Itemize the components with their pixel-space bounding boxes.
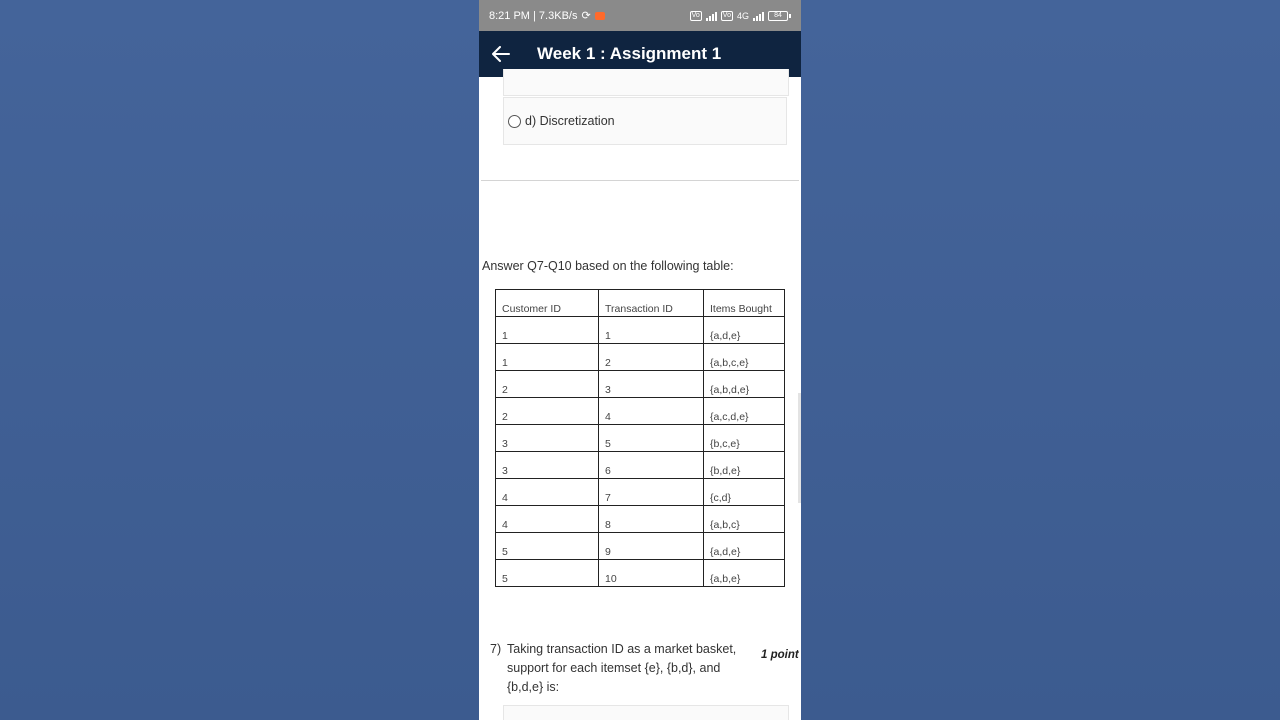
- cell-customer-id: 1: [496, 344, 599, 371]
- cell-customer-id: 3: [496, 452, 599, 479]
- question-text: Taking transaction ID as a market basket, support for each itemset {e}, {b,d}, and {b,d,e} is:: [507, 642, 737, 694]
- cell-customer-id: 2: [496, 371, 599, 398]
- question-points: 1 point: [761, 649, 799, 661]
- cell-customer-id: 1: [496, 317, 599, 344]
- transaction-table: [495, 289, 785, 587]
- cell-customer-id: 5: [496, 533, 599, 560]
- battery-icon: [768, 11, 791, 21]
- table-row: [496, 398, 785, 425]
- table-row: [496, 506, 785, 533]
- phone-screen: [479, 0, 801, 720]
- page-title: Week 1 : Assignment 1: [537, 44, 722, 63]
- cell-items-bought: {a,d,e}: [704, 533, 785, 560]
- header-customer-id: Customer ID: [496, 290, 599, 317]
- cell-transaction-id: 5: [599, 425, 704, 452]
- cell-transaction-id: 10: [599, 560, 704, 587]
- option-d-label: d) Discretization: [525, 114, 615, 128]
- cell-transaction-id: 6: [599, 452, 704, 479]
- cell-customer-id: 4: [496, 506, 599, 533]
- network-type-label: 4G: [736, 10, 749, 21]
- table-row: [496, 425, 785, 452]
- cell-items-bought: {a,b,d,e}: [704, 371, 785, 398]
- signal-icon-2: [753, 11, 764, 21]
- table-row: [496, 533, 785, 560]
- table-row: [496, 560, 785, 587]
- header-transaction-id: Transaction ID: [599, 290, 704, 317]
- table-row: [496, 479, 785, 506]
- cell-items-bought: {a,b,c,e}: [704, 344, 785, 371]
- volte-label-1: Vo: [691, 11, 700, 19]
- header-items-bought: Items Bought: [704, 290, 785, 317]
- cell-items-bought: {a,b,c}: [704, 506, 785, 533]
- cell-customer-id: 3: [496, 425, 599, 452]
- cell-transaction-id: 9: [599, 533, 704, 560]
- table-row: [496, 344, 785, 371]
- cell-transaction-id: 1: [599, 317, 704, 344]
- option-box-previous[interactable]: [503, 69, 789, 96]
- cell-transaction-id: 3: [599, 371, 704, 398]
- table-instruction: Answer Q7-Q10 based on the following table:: [482, 259, 734, 273]
- cell-customer-id: 2: [496, 398, 599, 425]
- radio-button-d[interactable]: [508, 115, 521, 128]
- cell-customer-id: 5: [496, 560, 599, 587]
- screen-record-icon: [595, 12, 605, 20]
- cell-transaction-id: 8: [599, 506, 704, 533]
- status-time-speed: 8:21 PM | 7.3KB/s: [489, 9, 578, 22]
- cell-transaction-id: 4: [599, 398, 704, 425]
- cell-items-bought: {b,d,e}: [704, 452, 785, 479]
- cell-customer-id: 4: [496, 479, 599, 506]
- table-row: [496, 317, 785, 344]
- cell-transaction-id: 7: [599, 479, 704, 506]
- sync-off-icon: ⟳: [581, 10, 591, 22]
- question-divider: [481, 180, 799, 181]
- table-row: [496, 371, 785, 398]
- option-d[interactable]: [503, 97, 787, 145]
- cell-items-bought: {b,c,e}: [704, 425, 785, 452]
- arrow-left-icon: [492, 46, 510, 62]
- table-header-row: [496, 290, 785, 317]
- background-right: [801, 0, 1280, 720]
- volte-label-2: Vo: [722, 11, 731, 19]
- cell-transaction-id: 2: [599, 344, 704, 371]
- cell-items-bought: {a,b,e}: [704, 560, 785, 587]
- battery-level: 84: [768, 11, 788, 21]
- assignment-content: [479, 77, 801, 720]
- cell-items-bought: {c,d}: [704, 479, 785, 506]
- question-number: 7): [490, 642, 502, 656]
- background-left: [0, 0, 479, 720]
- signal-icon-1: [706, 11, 717, 21]
- table-row: [496, 452, 785, 479]
- scrollbar-thumb[interactable]: [798, 393, 801, 503]
- cell-items-bought: {a,d,e}: [704, 317, 785, 344]
- answer-option-box[interactable]: [503, 705, 789, 720]
- cell-items-bought: {a,c,d,e}: [704, 398, 785, 425]
- status-bar: [479, 0, 801, 31]
